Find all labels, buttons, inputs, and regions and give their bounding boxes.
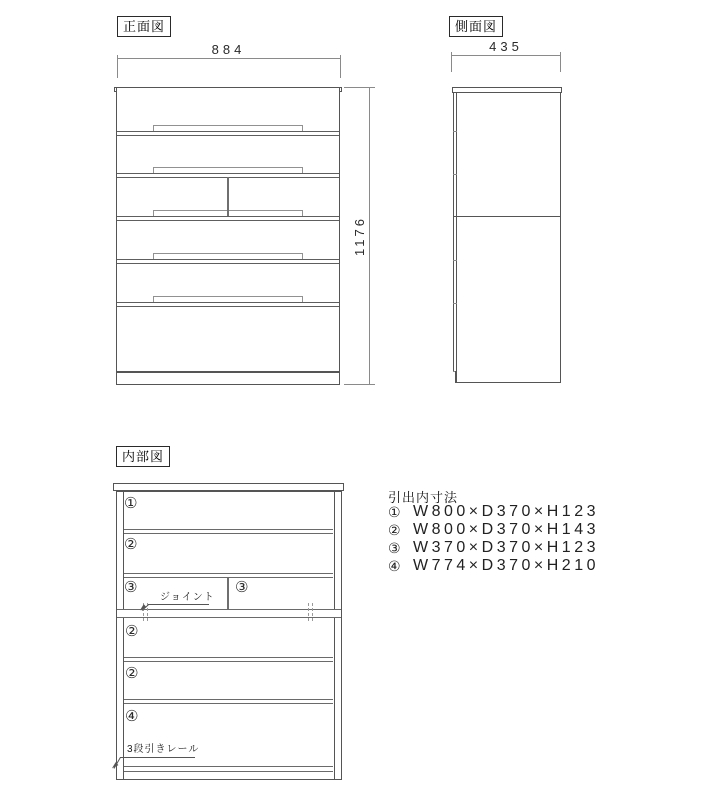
side-drawer-front-strip [453, 93, 454, 371]
spec-item-number: ④ [388, 558, 401, 574]
row3-left-mark: ③ [124, 579, 138, 596]
spec-item [388, 504, 599, 520]
side-cabinet-body [456, 92, 561, 383]
row4-mark: ② [125, 623, 139, 640]
internal-row3-divider [227, 578, 229, 609]
row3-right-mark: ③ [235, 579, 249, 596]
toe-kick-line [455, 371, 456, 383]
front-height-ext-top [344, 87, 375, 88]
front-height-dim-line [369, 87, 370, 385]
spec-item [388, 558, 599, 574]
front-view-label: 正面図 [117, 16, 171, 37]
drawer-separator [117, 131, 339, 136]
row2-mark: ② [124, 536, 138, 553]
front-width-ext-left [117, 55, 118, 78]
front-height-ext-bottom [344, 384, 375, 385]
front-width-dimension: 884 [211, 42, 246, 57]
joint-annotation-underline [148, 604, 209, 605]
spec-item-number: ② [388, 522, 401, 538]
side-joint-line [453, 216, 561, 217]
internal-cabinet-body [116, 491, 342, 780]
joint-dash [308, 603, 309, 621]
row6-mark: ④ [125, 708, 139, 725]
front-width-dim-line [117, 58, 341, 59]
front-width-ext-right [340, 55, 341, 78]
spec-item-size: W800×D370×H123 [413, 503, 599, 520]
row1-mark: ① [124, 495, 138, 512]
spec-item [388, 522, 599, 538]
internal-view-label: 内部図 [116, 446, 170, 467]
shelf-rail [124, 529, 333, 534]
rail-annotation-underline [120, 757, 195, 758]
internal-top-board [113, 483, 344, 491]
front-base-line [117, 371, 339, 373]
spec-item-number: ① [388, 504, 401, 520]
strip-notch [453, 260, 457, 261]
inner-wall-right [334, 492, 335, 780]
strip-notch [453, 303, 457, 304]
shelf-rail [124, 657, 333, 662]
shelf-rail [124, 699, 333, 704]
spec-item-size: W800×D370×H143 [413, 521, 599, 538]
rail-annotation: 3段引きレール [127, 744, 200, 755]
joint-annotation: ジョイント [160, 592, 215, 603]
row5-mark: ② [125, 665, 139, 682]
strip-notch [453, 174, 457, 175]
spec-item-number: ③ [388, 540, 401, 556]
bottom-rail [124, 766, 333, 772]
spec-item-size: W370×D370×H123 [413, 539, 599, 556]
front-height-dimension: 1176 [352, 216, 367, 256]
spec-item [388, 540, 599, 556]
drawer-separator [117, 216, 339, 221]
front-cabinet-body [116, 87, 340, 385]
side-depth-ext-left [451, 52, 452, 72]
row3-center-divider [227, 177, 229, 216]
joint-dash [312, 603, 313, 621]
spec-item-size: W774×D370×H210 [413, 557, 599, 574]
side-depth-dimension: 435 [489, 39, 523, 54]
side-depth-ext-right [560, 52, 561, 72]
side-view-label: 側面図 [449, 16, 503, 37]
side-depth-dim-line [451, 55, 561, 56]
drawer-separator [117, 259, 339, 264]
strip-notch [453, 131, 457, 132]
spec-list-title: 引出内寸法 [388, 490, 459, 505]
drawer-separator [117, 302, 339, 307]
